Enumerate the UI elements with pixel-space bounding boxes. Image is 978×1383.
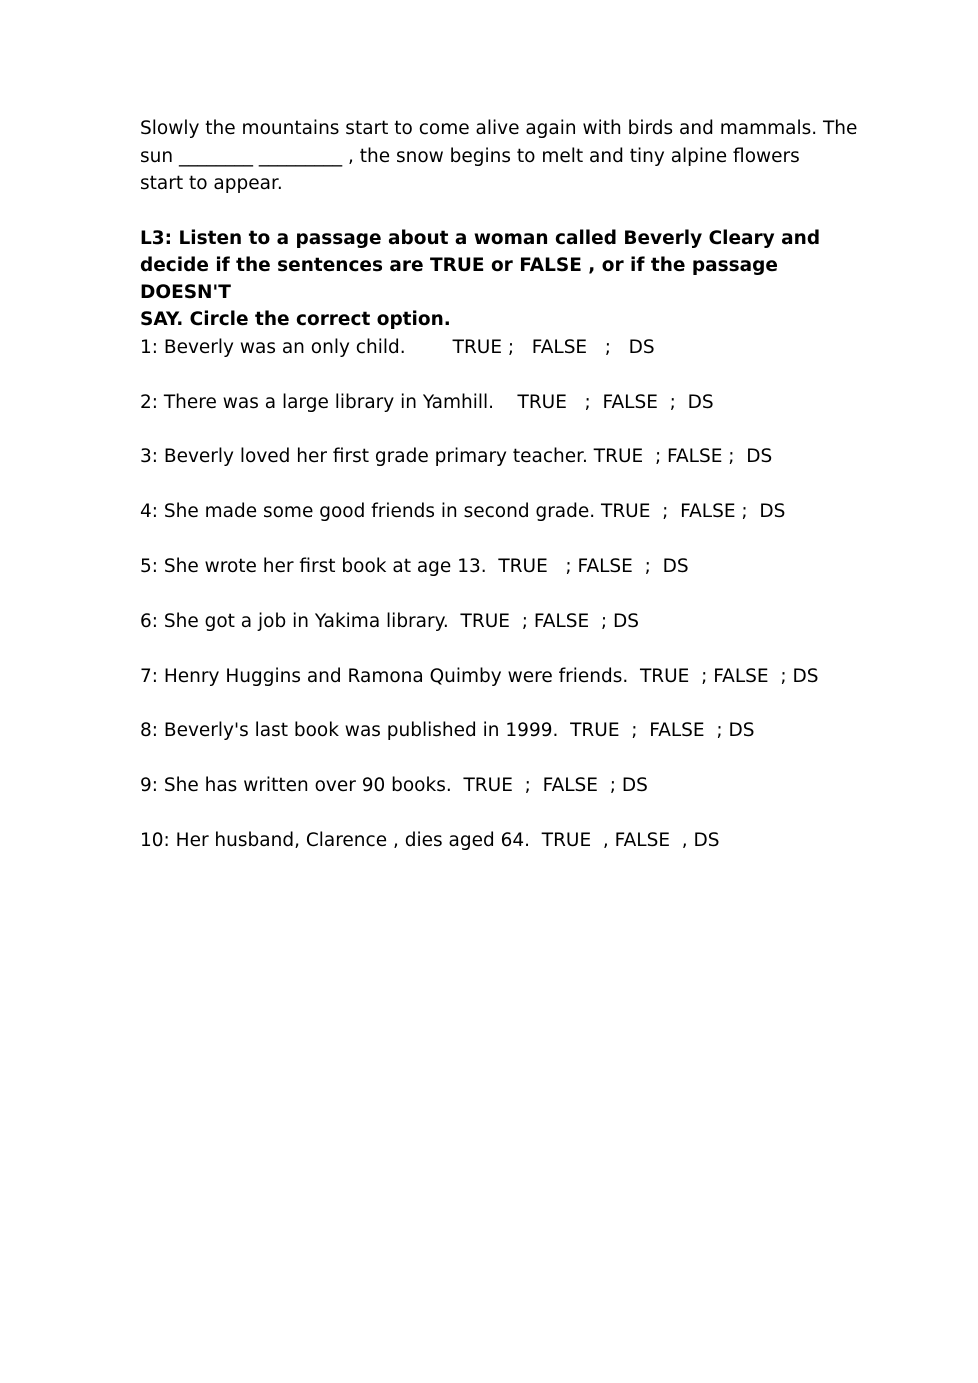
instruction-heading bbox=[140, 225, 860, 333]
question-item: 3: Beverly loved her first grade primary teacher. TRUE ; FALSE ; DS bbox=[140, 446, 773, 467]
question-item: 10: Her husband, Clarence , dies aged 64. TRUE , FALSE , DS bbox=[140, 830, 720, 851]
intro-paragraph bbox=[140, 115, 860, 198]
question-item: 4: She made some good friends in second grade. TRUE ; FALSE ; DS bbox=[140, 501, 786, 522]
question-item: 1: Beverly was an only child. TRUE ; FALSE ; DS bbox=[140, 337, 655, 358]
instruction-line-1: L3: Listen to a passage about a woman called Beverly Cleary and bbox=[140, 228, 821, 249]
question-item: 2: There was a large library in Yamhill. TRUE ; FALSE ; DS bbox=[140, 392, 714, 413]
question-item: 8: Beverly's last book was published in 1999. TRUE ; FALSE ; DS bbox=[140, 720, 755, 741]
question-item: 6: She got a job in Yakima library. TRUE ; FALSE ; DS bbox=[140, 611, 640, 632]
intro-line-1: Slowly the mountains start to come alive again with birds and mammals. The bbox=[140, 118, 858, 139]
question-item: 9: She has written over 90 books. TRUE ; FALSE ; DS bbox=[140, 775, 648, 796]
question-item: 7: Henry Huggins and Ramona Quimby were friends. TRUE ; FALSE ; DS bbox=[140, 666, 819, 687]
intro-line-3: start to appear. bbox=[140, 173, 283, 194]
instruction-line-2: decide if the sentences are TRUE or FALSE , or if the passage DOESN'T bbox=[140, 255, 785, 303]
instruction-line-3: SAY. Circle the correct option. bbox=[140, 309, 451, 330]
intro-line-2: sun ________ _________ , the snow begins to melt and tiny alpine flowers bbox=[140, 145, 800, 167]
question-item: 5: She wrote her first book at age 13. TRUE ; FALSE ; DS bbox=[140, 556, 689, 577]
